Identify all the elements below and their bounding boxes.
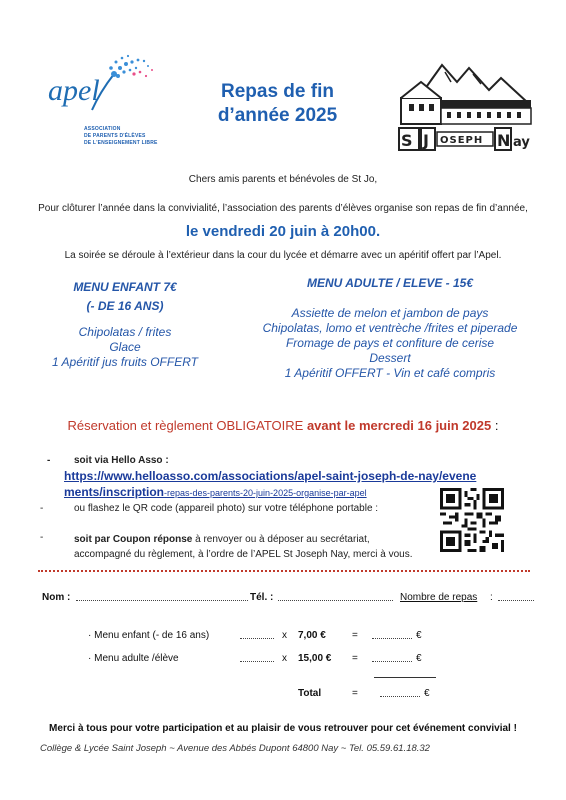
- bullet: -: [47, 455, 51, 466]
- apel-sub-line: DE L'ENSEIGNEMENT LIBRE: [84, 140, 158, 146]
- menu-adulte-price: 15,00 €: [298, 653, 332, 664]
- helloasso-url-line[interactable]: ments/inscription: [64, 485, 165, 499]
- qr-code[interactable]: [440, 488, 504, 552]
- menu-adult-item: Assiette de melon et jambon de pays: [291, 306, 489, 320]
- menu-adulte-qty[interactable]: [240, 661, 274, 662]
- building-mountains-icon: [397, 60, 537, 155]
- euro-sign: €: [416, 630, 422, 641]
- nom-label: Nom :: [42, 592, 71, 603]
- euro-sign: €: [424, 688, 430, 699]
- menu-enfant-price: 7,00 €: [298, 630, 326, 641]
- page-title: [180, 80, 375, 128]
- nb-repas-field[interactable]: [498, 600, 534, 601]
- qr-instruction: ou flashez le QR code (appareil photo) sur votre téléphone portable :: [74, 503, 379, 514]
- svg-text:OSEPH: OSEPH: [440, 135, 484, 146]
- menu-adult-item: 1 Apéritif OFFERT - Vin et café compris: [284, 366, 496, 380]
- menu-enfant-subtotal[interactable]: [372, 638, 412, 639]
- equals-sign: =: [352, 653, 358, 664]
- reservation-heading: [0, 418, 566, 433]
- reservation-colon: :: [491, 418, 499, 433]
- address-text: Collège & Lycée Saint Joseph ~ Avenue des Abbés Dupont 64800 Nay ~ Tel. 05.59.61.18.32: [40, 743, 430, 754]
- times-sign: x: [282, 630, 287, 641]
- qr-code-icon: [440, 488, 504, 552]
- reservation-deadline: avant le mercredi 16 juin 2025: [306, 418, 492, 433]
- coupon-line-2: accompagné du règlement, à l’ordre de l’APEL St Joseph Nay, merci à vous.: [74, 549, 413, 560]
- total-label: Total: [298, 688, 322, 699]
- nom-field[interactable]: [76, 600, 248, 601]
- total-rule: [374, 677, 436, 678]
- menu-adult-title: MENU ADULTE / ELEVE - 15€: [306, 276, 474, 290]
- total-field[interactable]: [380, 696, 420, 697]
- menu-enfant-qty[interactable]: [240, 638, 274, 639]
- times-sign: x: [282, 653, 287, 664]
- tel-label: Tél. :: [250, 592, 274, 603]
- equals-sign: =: [352, 688, 358, 699]
- intro-line-2: La soirée se déroule à l’extérieur dans la cour du lycée et démarre avec un apéritif offert par l’Apel.: [64, 250, 502, 261]
- nb-repas-colon: :: [490, 592, 493, 603]
- apel-logo-subtitle: [84, 126, 164, 147]
- tel-field[interactable]: [278, 600, 393, 601]
- nb-repas-label: Nombre de repas: [400, 592, 478, 603]
- bullet: -: [40, 532, 44, 543]
- menu-adult-item: Fromage de pays et confiture de cerise: [285, 336, 495, 350]
- svg-text:J: J: [423, 131, 429, 150]
- menu-adult-item: Dessert: [369, 351, 411, 365]
- menu-enfant-row-label: · Menu enfant (- de 16 ans): [88, 630, 210, 641]
- helloasso-url-line[interactable]: https://www.helloasso.com/associations/apel-saint-joseph-de-nay/evene: [64, 469, 477, 483]
- menu-adulte-subtotal[interactable]: [372, 661, 412, 662]
- coupon-bold: soit par Coupon réponse: [74, 534, 193, 545]
- apel-logo: [48, 52, 158, 157]
- reservation-text: Réservation et règlement OBLIGATOIRE: [67, 418, 307, 433]
- helloasso-label: soit via Hello Asso :: [74, 455, 169, 466]
- greeting: Chers amis parents et bénévoles de St Jo,: [188, 174, 378, 185]
- menu-adulte-row-label: · Menu adulte /élève: [88, 653, 179, 664]
- title-line-2: d’année 2025: [217, 105, 338, 126]
- menu-adulte-label: Menu adulte /élève: [94, 653, 179, 664]
- event-date: le vendredi 20 juin à 20h00.: [185, 223, 381, 240]
- apel-sub-line: DE PARENTS D'ÉLÈVES: [84, 133, 146, 139]
- menu-child-title: MENU ENFANT 7€: [73, 280, 177, 294]
- menu-child-item: Glace: [109, 340, 141, 354]
- menu-child-age: (- DE 16 ANS): [86, 299, 164, 313]
- intro-line: Pour clôturer l’année dans la convivialité, l’association des parents d’élèves organise son repas de fin d’année,: [38, 203, 528, 214]
- apel-sub-line: ASSOCIATION: [84, 126, 121, 132]
- st-joseph-logo: [397, 60, 537, 155]
- apel-logo-word: apel: [48, 74, 100, 107]
- svg-text:S: S: [401, 131, 413, 150]
- euro-sign: €: [416, 653, 422, 664]
- svg-text:N: N: [497, 131, 511, 150]
- svg-text:ay: ay: [513, 135, 530, 150]
- helloasso-url-line[interactable]: -repas-des-parents-20-juin-2025-organise-par-apel: [164, 488, 367, 498]
- coupon-instruction: [74, 532, 413, 562]
- menu-child-item: 1 Apéritif jus fruits OFFERT: [51, 355, 199, 369]
- equals-sign: =: [352, 630, 358, 641]
- bullet: -: [40, 503, 44, 514]
- title-line-1: Repas de fin: [221, 81, 334, 102]
- menu-child: [20, 280, 230, 370]
- menu-adult: [225, 276, 555, 381]
- thanks-text: Merci à tous pour votre participation et au plaisir de vous retrouver pour cet événement convivial !: [49, 723, 517, 734]
- menu-adult-item: Chipolatas, lomo et ventrèche /frites et piperade: [262, 321, 518, 335]
- cut-line: [38, 570, 530, 572]
- menu-enfant-label: Menu enfant (- de 16 ans): [94, 630, 210, 641]
- coupon-rest: à renvoyer ou à déposer au secrétariat,: [192, 534, 370, 545]
- menu-child-item: Chipolatas / frites: [78, 325, 172, 339]
